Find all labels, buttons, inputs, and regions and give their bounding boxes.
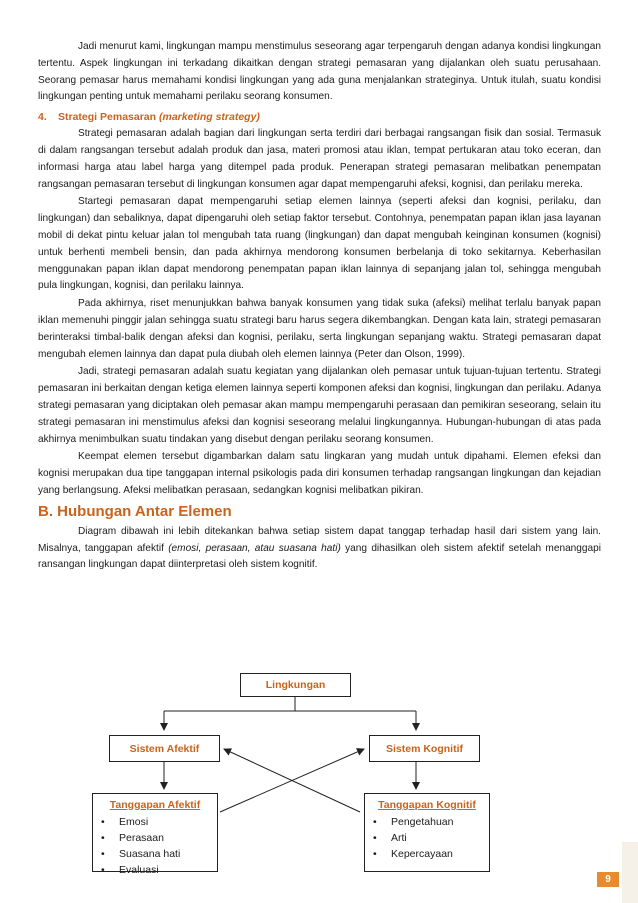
section-heading	[38, 107, 601, 126]
bullet-icon: •	[101, 864, 105, 876]
list-item: • Kepercayaan	[373, 848, 453, 860]
tanggapan-afektif-box	[92, 793, 218, 876]
bullet-icon: •	[373, 816, 377, 828]
section-b-heading: B. Hubungan Antar Elemen	[38, 502, 232, 520]
bullet-icon: •	[101, 816, 105, 828]
tanggapan-kognitif-title: Tanggapan Kognitif	[378, 799, 476, 811]
list-item: • Pengetahuan	[373, 816, 454, 828]
list-item: • Suasana hati	[101, 848, 181, 860]
tanggapan-kognitif-box	[364, 793, 490, 872]
paragraph-italic-text: (emosi, perasaan, atau suasana hati)	[168, 542, 341, 554]
list-item: • Emosi	[101, 816, 149, 828]
paragraph-text: Diagram dibawah ini lebih ditekankan bahwa setiap sistem dapat tanggap terhadap hasil dari sistem yang lain. Misalnya, tanggapan afektif	[38, 525, 601, 554]
bullet-icon: •	[373, 848, 377, 860]
section-title: Strategi Pemasaran	[58, 111, 157, 124]
paragraph: Strategi pemasaran adalah bagian dari lingkungan serta terdiri dari berbagai rangsangan fisik dan sosial. Termasuk di dalam rangsangan tersebut adalah produk dan jasa, materi promosi atau iklan, tempat pertukaran atau toko eceran, dan informasi harga atau label harga yang ditempel pada produk. Penerapan strategi pemasaran melibatkan penempatan rangsangan pemasaran tersebut di lingkungan konsumen agar dapat mempengaruhi afeksi, kognisi, dan perilaku mereka.	[38, 128, 601, 190]
sistem-afektif-box: Sistem Afektif	[109, 735, 220, 762]
page-number: 9	[597, 872, 619, 887]
paragraph: Keempat elemen tersebut digambarkan dalam satu lingkaran yang mudah untuk dipahami. Elemen efeksi dan kognisi merupakan dua tipe tanggapan internal psikologis pada diri konsumen terhadap rangsangan lingkungan dan kejadian yang berlangsung. Afeksi melibatkan perasaan, sedangkan kognisi melibatkan pikiran.	[38, 451, 601, 496]
section-subtitle: (marketing strategy)	[158, 111, 260, 124]
arrow-kognitif-to-afektif	[224, 749, 360, 812]
bullet-icon: •	[101, 832, 105, 844]
tanggapan-afektif-title: Tanggapan Afektif	[109, 799, 201, 811]
paragraph: Jadi menurut kami, lingkungan mampu menstimulus seseorang agar terpengaruh dengan adanya kondisi lingkungan tertentu. Aspek lingkungan ini terkadang dikaitkan dengan strategi pemasaran yang dijalankan oleh suatu perusahaan. Seorang pemasar harus memahami kondisi lingkungan yang ada guna menjalankan strateginya. Untuk itulah, suatu kondisi lingkungan penting untuk memahami perilaku seorang konsumen.	[38, 41, 601, 103]
paragraph: Startegi pemasaran dapat mempengaruhi setiap elemen lainnya (seperti afeksi dan kognisi, perilaku, dan lingkungan) dan sebaliknya, dapat dipengaruhi oleh setiap faktor tersebut. Contohnya, penempatan papan iklan jasa layanan mobil di dekat pintu keluar jalan tol mengubah tata ruang (lingkungan) dan dapat mengubah keinginan konsumen (kognisi) untuk berhenti membeli bensin, dan pada akhirnya mendorong konsumen berbelanja di toko sekitarnya. Keberhasilan menggunakan papan iklan dapat mendorong penempatan papan iklan lainnya di sepanjang jalan tol, sehingga mengubah pula lingkungan, kognisi, dan perilaku lainnya.	[38, 196, 601, 292]
page-body	[38, 39, 601, 575]
section-number: 4.	[38, 111, 47, 124]
list-item: • Perasaan	[101, 832, 164, 844]
arrow-afektif-to-kognitif	[220, 749, 364, 812]
bullet-icon: •	[373, 832, 377, 844]
paragraph	[38, 524, 601, 574]
paragraph: Pada akhirnya, riset menunjukkan bahwa banyak konsumen yang tidak suka (afeksi) melihat terlalu banyak papan iklan memenuhi pinggir jalan sehingga suatu strategi baru harus segera dikembangkan. Dengan kata lain, strategi pemasaran berinteraksi timbal-balik dengan afeksi dan kognisi, perilaku, serta lingkungan sepanjang waktu. Strategi pemasaran dapat mengubah elemen lainnya dan dapat pula diubah oleh elemen lainnya (Peter dan Olson, 1999).	[38, 298, 601, 360]
list-item: • Evaluasi	[101, 864, 159, 876]
paragraph-text: yang dihasilkan oleh sistem afektif setelah menanggapi ransangan lingkungan dapat diinterpretasi oleh sistem kognitif.	[38, 542, 601, 571]
page-edge-decoration	[622, 842, 638, 903]
sistem-kognitif-box: Sistem Kognitif	[369, 735, 480, 762]
list-item: • Arti	[373, 832, 407, 844]
bullet-icon: •	[101, 848, 105, 860]
paragraph: Jadi, strategi pemasaran adalah suatu kegiatan yang dijalankan oleh pemasar untuk tujuan-tujuan tertentu. Strategi pemasaran ini berkaitan dengan ketiga elemen lainnya seperti komponen afeksi dan kognisi, lingkungan dan perilaku. Adanya strategi pemasaran yang diciptakan oleh pemasar akan mampu mempengaruhi perasaan dan pemikiran seseorang, selain itu strategi pemasaran ini menstimulus afeksi dan kognisi seseorang melalui lingkungannya. Hubungan-hubungan di atas pada akhirnya menimbulkan suatu tindakan yang disebut dengan perilaku seorang konsumen.	[38, 366, 601, 445]
lingkungan-box: Lingkungan	[240, 673, 351, 697]
